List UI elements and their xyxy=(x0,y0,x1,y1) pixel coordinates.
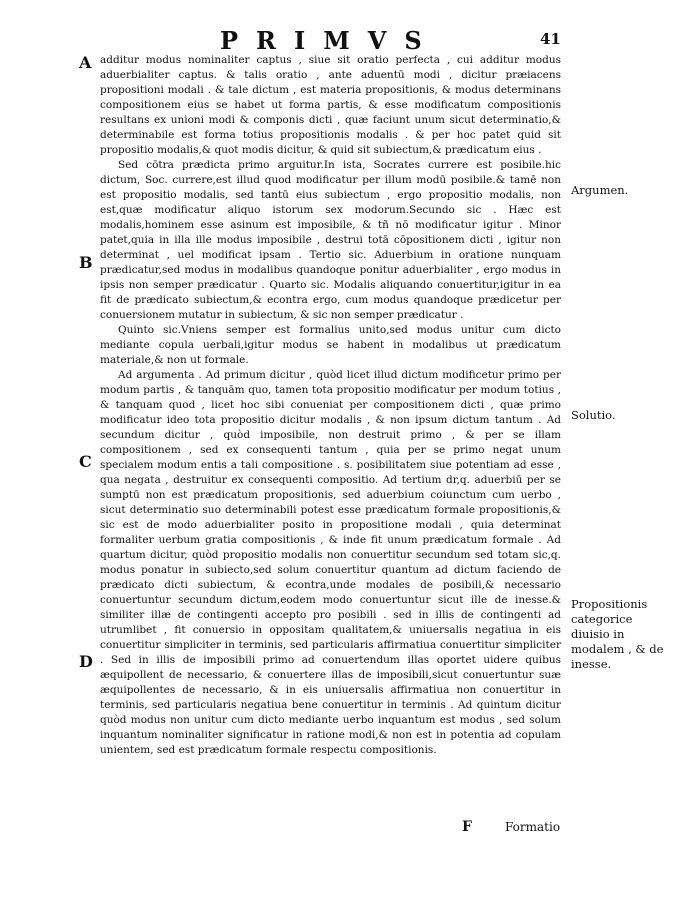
page-number: 41 xyxy=(540,30,561,48)
margin-note-solutio: Solutio. xyxy=(571,408,616,422)
paragraph-fifth-argument: Quinto sic.Vniens semper est formalius unito,sed modus unitur cum dicto mediante copula uerbali,igitur modus se habent in modalibus ut prædicatum materiale,& non ut formale. xyxy=(100,324,561,366)
page-header xyxy=(0,26,685,56)
margin-note-argumentum: Argumen. xyxy=(571,183,629,197)
section-letter-a: A xyxy=(79,53,92,72)
section-letter-d: D xyxy=(79,652,93,671)
running-title: PRIMVS xyxy=(220,26,440,55)
paragraph-definition: additur modus nominaliter captus , siue sit oratio perfecta , cui additur modus aduerbialiter captus. & talis oratio , ante aduentū modi , dicitur præiacens propositioni modali . & tale dictum , est materia propositionis, & modus determinans compositionem eius se habet ut forma partis, & esse modificatum compositionis resultans ex unioni modi & componis dicti , quæ faciunt unum sicut determinatio,& determinabile est forma totius propositionis modalis . & per hoc patet quid sit propositio modalis,& quot modis dicitur, & quid sit subiectum,& prædicatum eius . xyxy=(100,54,561,156)
paragraph-arguments: Sed cōtra prædicta primo arguitur.In ista, Socrates currere est posibile.hic dictum, Soc. currere,est illud quod modificatur per illum modū posibile.& tamē non est propositio modalis, sed tantū eius subiectum , ergo propositio modalis, non est,quæ modificatur aliquo istorum sex modorum.Secundo sic . Hæc est modalis,hominem esse asinum est imposibile, & tñ nō modificatur igitur . Minor patet,quia in illa ille modus imposibile , destrui totā cōpositionem dicti , igitur non determinat , uel modificat ipsam . Tertio sic. Aduerbium in oratione nunquam prædicatur,sed modus in modalibus quandoque ponitur aduerbialiter , ergo modus in ipsis non semper prædicatur . Quarto sic. Modalis aliquando conuertitur,igitur in ea fit de prædicato subiectum,& econtra ergo, cum modus quandoque prædicetur per conuersionem mutatur in subiectum, & sic non semper prædicatur . xyxy=(100,159,561,321)
section-letter-b: B xyxy=(79,253,93,272)
signature-mark: F xyxy=(462,819,472,835)
margin-note-propositio: Propositionis categorice diuisio in modalem , & de inesse. xyxy=(571,597,664,671)
paragraph-solution: Ad argumenta . Ad primum dicitur , quòd licet illud dictum modificetur primo per modum partis , & tanquām quo, tamen tota propositio modificatur per modum totius , & tanquam quod , licet hoc sibi conueniat per compositionem dicti , quæ primo modificatur ideo tota propositio dicitur modalis , & non ipsum dictum tantum . Ad secundum dicitur , quòd imposibile, non destruit primo , & per se illam compositionem , sed ex consequenti tantum , quia per se primo negat unum specialem modum entis a tali compositione . s. posibilitatem siue potentiam ad esse , qua negata , destruitur ex consequenti compositio. Ad tertium dr,q. aduerbiū per se sumptū non est prædicatum propositionis, sed aduerbium coiunctum cum uerbo , sicut determinatio suo determinabili potest esse prædicatum formale propositionis,& sic est de modo aduerbialiter posito in propositione modali , quia determinat formaliter uerbum gratia compositionis , & inde fit unum prædicatum formale . Ad quartum dicitur, quòd propositio modalis non conuertitur secundum sed totam sic,q. modus ponatur in subiecto,sed solum conuertitur quantum ad dictum faciendo de prædicato dicti subiectum, & econtra,unde modales de posibili,& necessario conuertuntur secundum dictum,eodem modo conuertuntur sicut ille de inesse.& similiter illæ de contingenti accepto pro posibili . sed in illis de contingenti ad utrumlibet , fit conuersio in oppositam qualitatem,& uniuersalis negatiua in eis conuertitur simpliciter in terminis, sed particularis affirmatiua conuertitur simpliciter . Sed in illis de imposibili primo ad conuertendum illas oportet uidere quibus æquipollent de necessario, & conuertere illas de imposibili,sicut conuertuntur suæ æquipollentes de necessario, & in eis uniuersalis affirmatiua non conuertitur in terminis, sed particularis negatiua bene conuertitur in terminis . Ad quintum dicitur quòd modus non unitur cum dicto mediante uerbo inquantum est modus , sed solum inquantum nominaliter significatur in ratione modi,& non est in potentia ad copulam unientem, sed est prædicatum formale respectu compositionis. xyxy=(100,369,561,756)
main-text-column xyxy=(100,53,561,758)
section-letter-c: C xyxy=(79,452,92,471)
catchword: Formatio xyxy=(505,820,561,834)
